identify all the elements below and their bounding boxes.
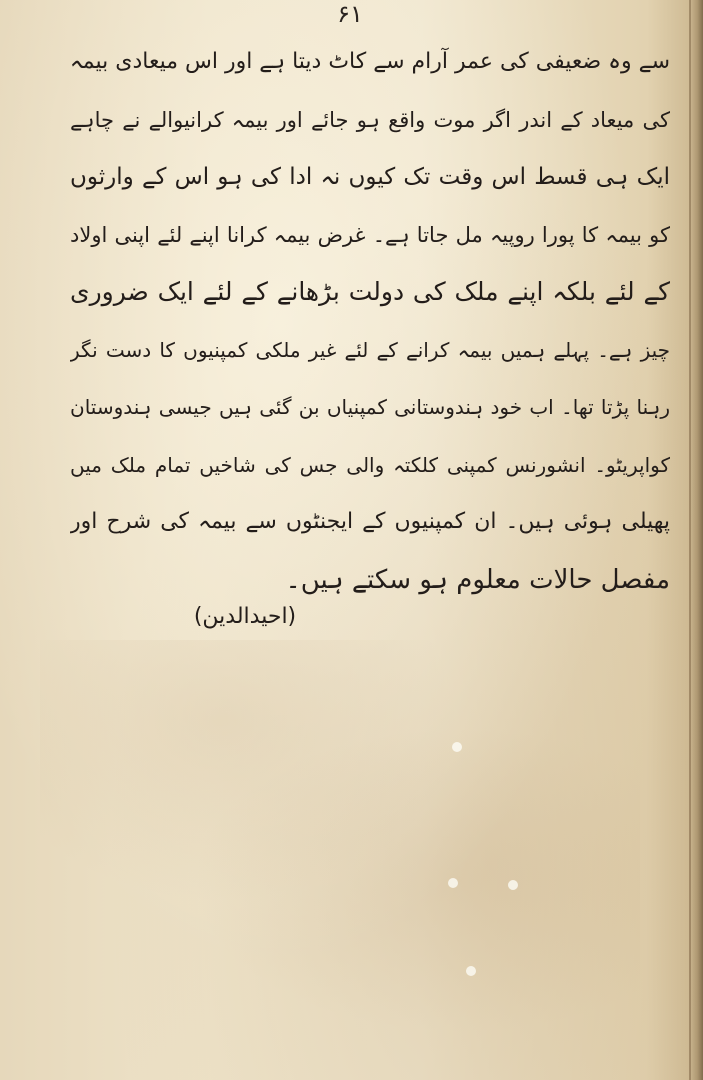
text-line: پھیلی ہوئی ہیں۔ ان کمپنیوں کے ایجنٹوں سے بیمہ کی شرح اور bbox=[70, 509, 670, 534]
text-line: کو بیمہ کا پورا روپیہ مل جاتا ہے۔ غرض بیمہ کرانا اپنے لئے اپنی اولاد bbox=[70, 222, 670, 247]
text-line: رہنا پڑتا تھا۔ اب خود ہندوستانی کمپنیاں بن گئی ہیں جیسی ہندوستان bbox=[70, 395, 670, 419]
text-line: مفصل حالات معلوم ہو سکتے ہیں۔ bbox=[285, 564, 670, 595]
author-signature: (احیدالدین) bbox=[193, 604, 297, 629]
text-line: کواپریٹو۔ انشورنس کمپنی کلکتہ والی جس کی شاخیں تمام ملک میں bbox=[70, 452, 670, 477]
paper-speck bbox=[466, 966, 476, 976]
text-line: چیز ہے۔ پہلے ہمیں بیمہ کرانے کے لئے غیر ملکی کمپنیوں کا دست نگر bbox=[70, 337, 670, 362]
paper-speck bbox=[508, 880, 518, 890]
body-text bbox=[70, 40, 670, 615]
text-line: کی میعاد کے اندر اگر موت واقع ہو جائے اور بیمہ کرانیوالے نے چاہے bbox=[70, 107, 670, 132]
paper-speck bbox=[452, 742, 462, 752]
text-line: کے لئے بلکہ اپنے ملک کی دولت بڑھانے کے لئے ایک ضروری bbox=[70, 277, 670, 306]
reverse-side-bleed-through bbox=[40, 640, 640, 1040]
text-line: سے وہ ضعیفی کی عمر آرام سے کاٹ دیتا ہے اور اس میعادی بیمہ bbox=[70, 49, 670, 74]
page-number: ۶۱ bbox=[337, 0, 363, 28]
paper-speck bbox=[448, 878, 458, 888]
page-edge-rule bbox=[689, 0, 691, 1080]
text-line: ایک ہی قسط اس وقت تک کیوں نہ ادا کی ہو اس کے وارثوں bbox=[70, 164, 670, 190]
binding-edge-shadow bbox=[689, 0, 703, 1080]
